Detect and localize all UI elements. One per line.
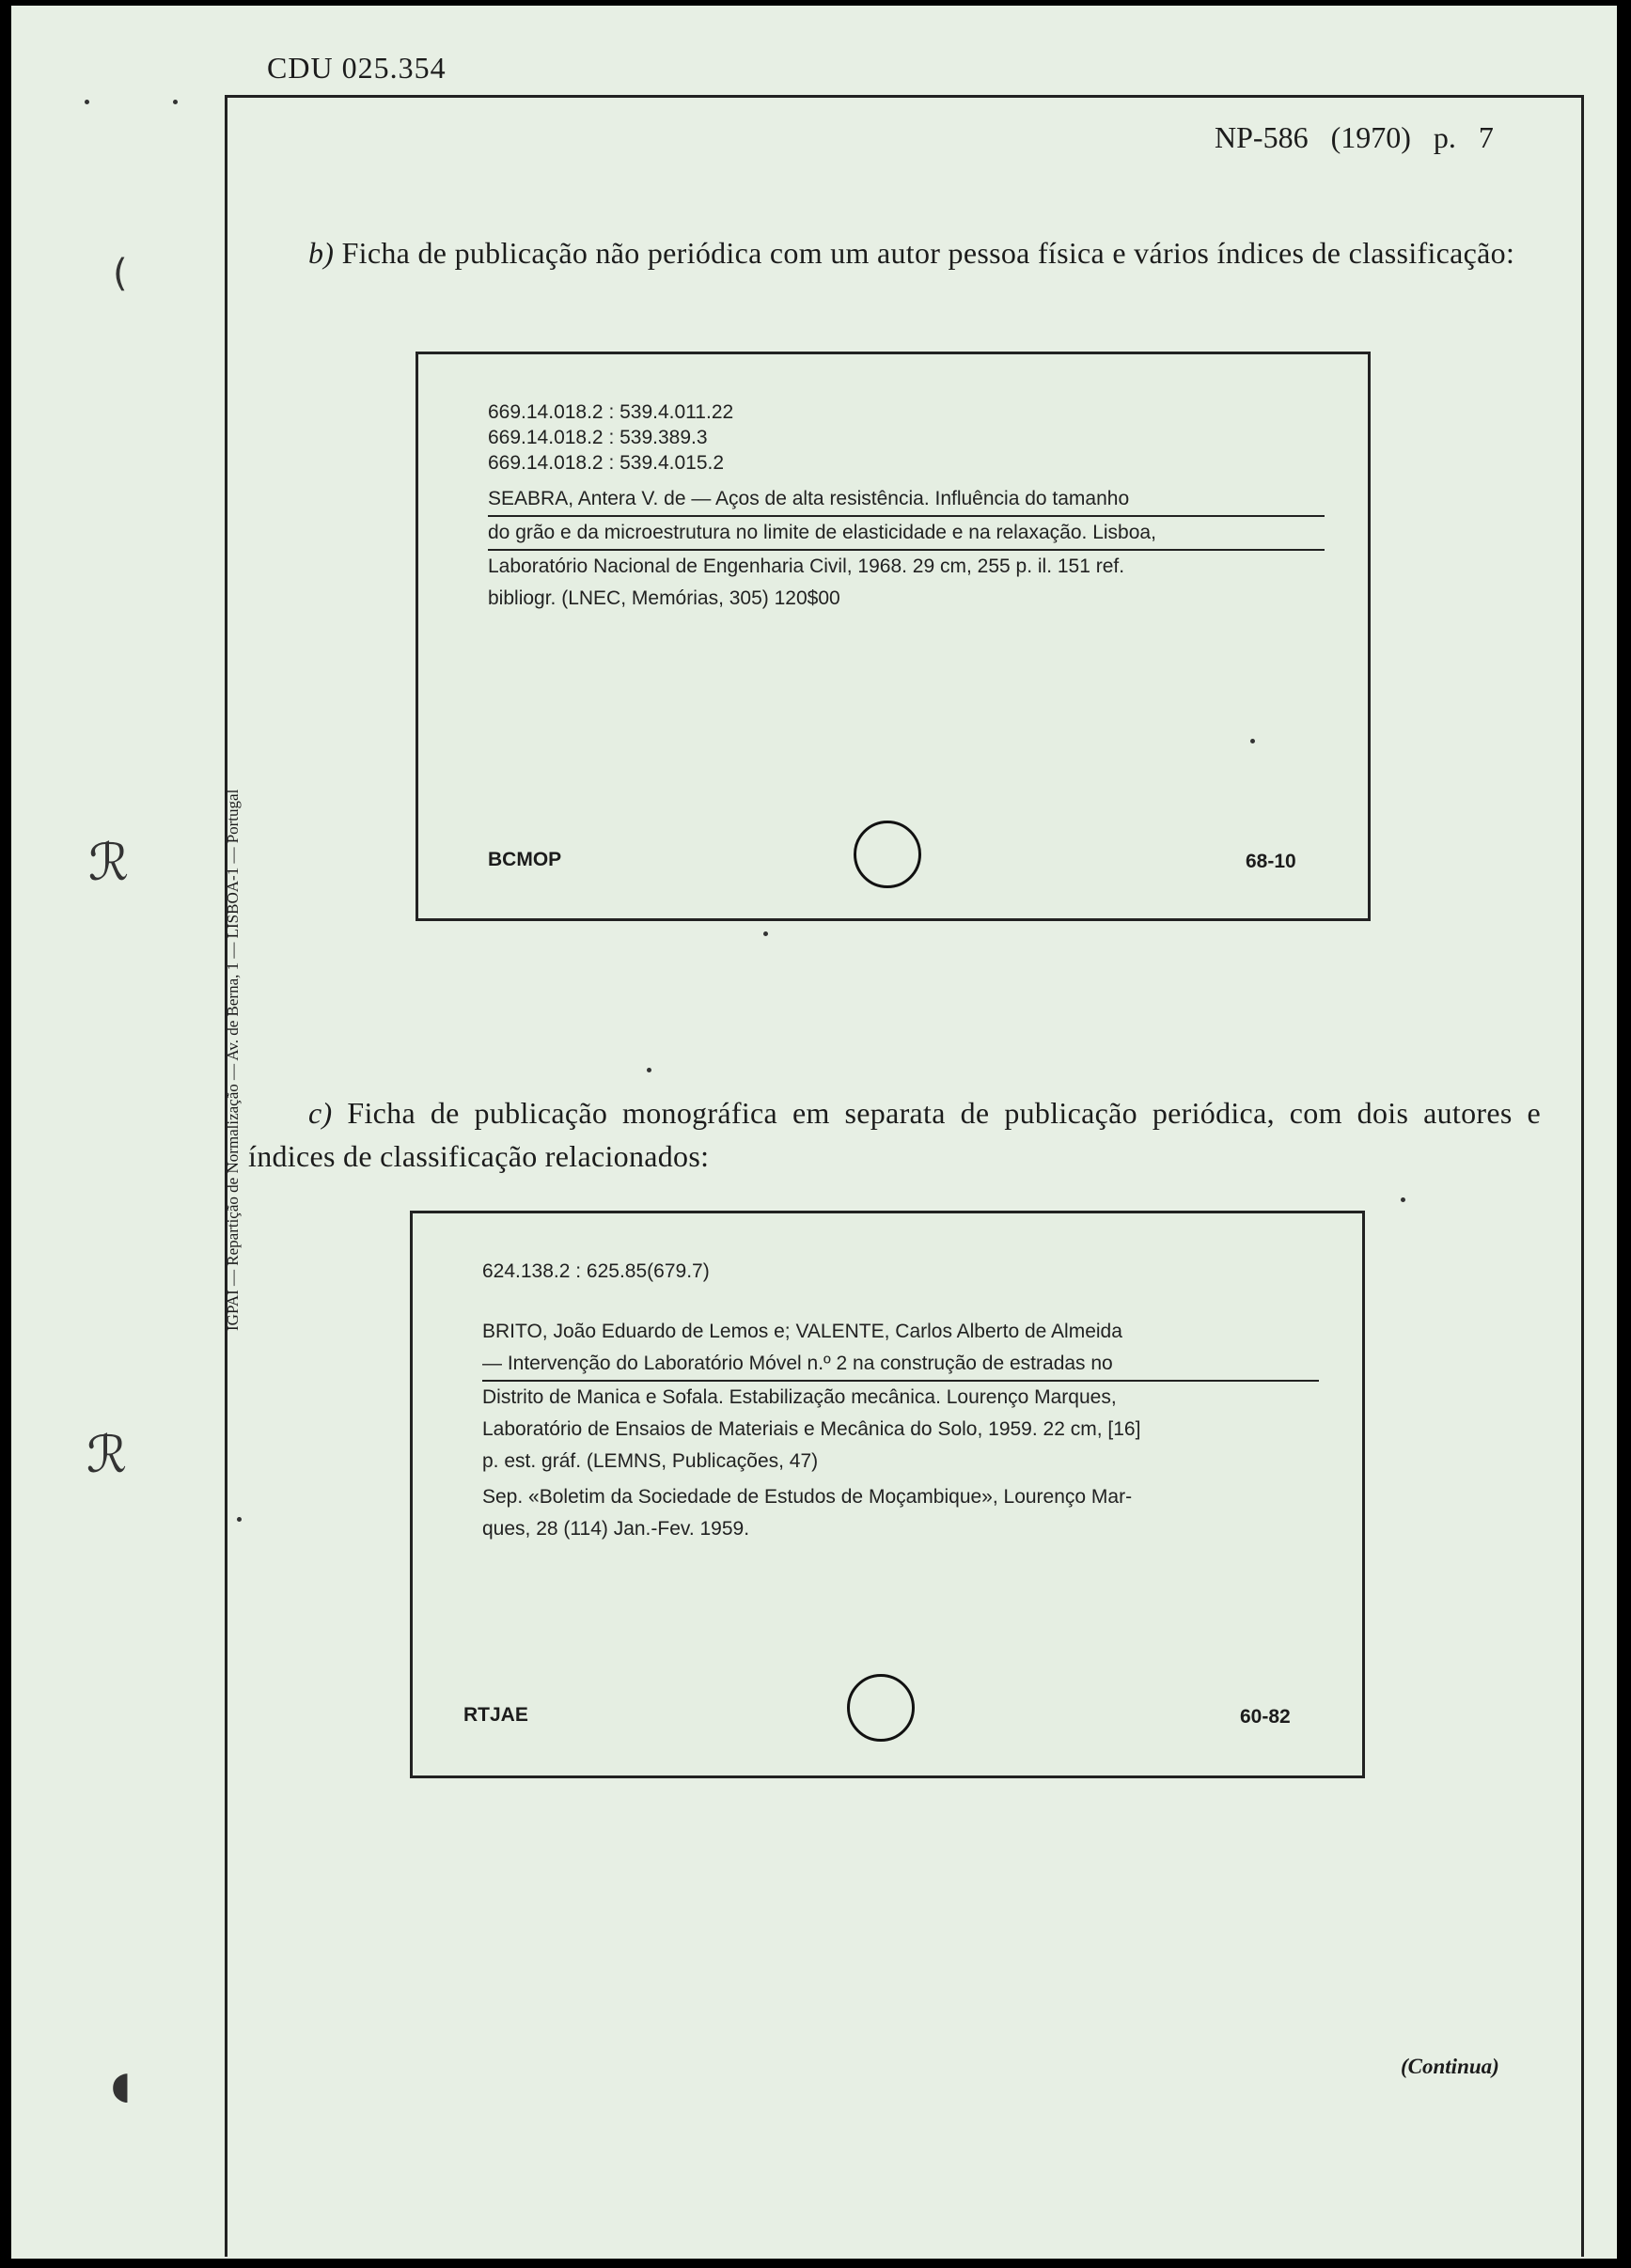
continuation-note: (Continua) — [1401, 2055, 1499, 2078]
card-c-library-code: RTJAE — [463, 1704, 528, 1726]
card-b-classification: 669.14.018.2 : 539.4.015.2 — [488, 452, 725, 474]
standard-number: NP-586 — [1215, 120, 1309, 154]
card-b-number: 68-10 — [1246, 851, 1296, 872]
card-c-entry-line: p. est. gráf. (LEMNS, Publicações, 47) — [482, 1450, 819, 1472]
card-b-entry-line: do grão e da microestrutura no limite de elasticidade e na relaxação. Lisboa, — [488, 517, 1325, 551]
card-punch-hole — [854, 821, 921, 888]
scan-speck — [237, 1517, 242, 1522]
binder-mark: ℛ — [86, 1425, 128, 1484]
frame-top-rule — [225, 95, 1584, 98]
card-punch-hole — [847, 1674, 915, 1742]
section-b-heading — [248, 231, 1541, 274]
section-c-text: Ficha de publicação monográfica em separata de publicação periódica, com dois autores e índices de classificação relacionados: — [248, 1096, 1541, 1173]
card-c-separata — [482, 1481, 1319, 1545]
binder-mark: ◖ — [111, 2064, 132, 2107]
card-c-separata-line: ques, 28 (114) Jan.-Fev. 1959. — [482, 1518, 750, 1540]
section-b-text: Ficha de publicação não periódica com um autor pessoa física e vários índices de classificação: — [341, 236, 1515, 270]
section-c-heading — [248, 1091, 1541, 1178]
card-c-entry-line: — Intervenção do Laboratório Móvel n.º 2 na construção de estradas no — [482, 1348, 1319, 1382]
scan-speck — [647, 1068, 651, 1072]
section-c-label: c) — [308, 1096, 333, 1130]
standard-year: (1970) — [1330, 120, 1411, 154]
scan-speck — [173, 100, 178, 104]
side-imprint: IGPAI — Repartição de Normalização — Av. de Berna, 1 — LISBOA-1 — Portugal — [224, 789, 242, 1331]
catalog-card-b — [416, 352, 1371, 921]
cdu-code: CDU 025.354 — [267, 51, 447, 85]
card-c-entry-line: Distrito de Manica e Sofala. Estabilização mecânica. Lourenço Marques, — [482, 1386, 1117, 1408]
scan-speck — [1401, 1197, 1405, 1202]
card-c-classification: 624.138.2 : 625.85(679.7) — [482, 1260, 710, 1282]
scan-speck — [85, 100, 89, 104]
card-b-classification: 669.14.018.2 : 539.389.3 — [488, 427, 708, 448]
section-b-label: b) — [308, 236, 335, 270]
scan-speck — [1250, 739, 1255, 743]
card-b-classification: 669.14.018.2 : 539.4.011.22 — [488, 401, 734, 423]
card-c-entry — [482, 1316, 1319, 1478]
binder-mark: ℛ — [88, 833, 130, 892]
card-b-entry-line: SEABRA, Antera V. de — Aços de alta resistência. Influência do tamanho — [488, 483, 1325, 517]
frame-right-rule — [1581, 95, 1584, 2257]
card-c-entry-line: Laboratório de Ensaios de Materiais e Mecânica do Solo, 1959. 22 cm, [16] — [482, 1418, 1141, 1440]
catalog-card-c — [410, 1211, 1365, 1778]
card-b-library-code: BCMOP — [488, 849, 562, 870]
page-number: p. 7 — [1433, 120, 1494, 154]
card-c-number: 60-82 — [1240, 1706, 1291, 1728]
card-c-separata-line: Sep. «Boletim da Sociedade de Estudos de Moçambique», Lourenço Mar- — [482, 1486, 1133, 1508]
card-c-entry-line: BRITO, João Eduardo de Lemos e; VALENTE, Carlos Alberto de Almeida — [482, 1321, 1122, 1342]
card-b-entry-line: bibliogr. (LNEC, Memórias, 305) 120$00 — [488, 587, 840, 609]
card-b-entry-line: Laboratório Nacional de Engenharia Civil, 1968. 29 cm, 255 p. il. 151 ref. — [488, 555, 1125, 577]
card-b-entry — [488, 483, 1325, 615]
page-reference — [1215, 120, 1494, 155]
binder-mark: ( — [113, 252, 128, 295]
scan-speck — [763, 931, 768, 936]
document-page — [11, 6, 1617, 2259]
